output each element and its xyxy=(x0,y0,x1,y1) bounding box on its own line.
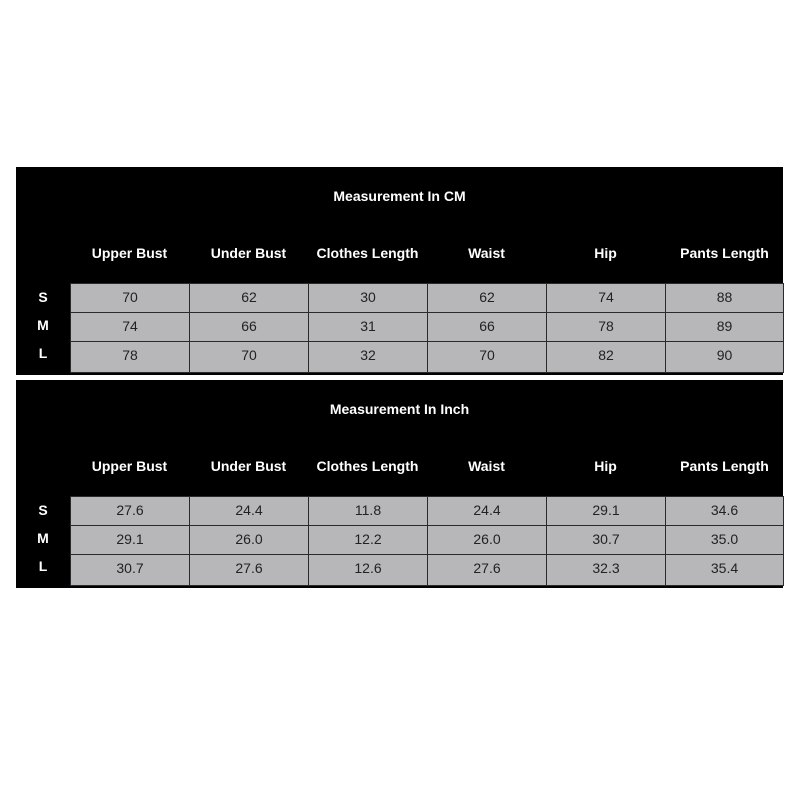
table-row-m xyxy=(70,525,784,554)
table-title-cm: Measurement In CM xyxy=(333,188,466,204)
table-cell: 11.8 xyxy=(308,497,427,525)
column-header-pants-length: Pants Length xyxy=(680,245,769,261)
column-header-upper-bust: Upper Bust xyxy=(91,245,168,261)
table-cell: 90 xyxy=(665,342,784,372)
table-cell: 26.0 xyxy=(427,526,546,554)
column-header-hip: Hip xyxy=(594,245,617,261)
table-cell: 30.7 xyxy=(546,526,665,554)
table-cell: 27.6 xyxy=(427,555,546,585)
table-cell: 70 xyxy=(189,342,308,372)
table-cell: 89 xyxy=(665,313,784,341)
table-cell: 35.0 xyxy=(665,526,784,554)
table-cell: 32 xyxy=(308,342,427,372)
table-cell: 66 xyxy=(427,313,546,341)
column-header-pants-length: Pants Length xyxy=(680,458,769,474)
table-cell: 74 xyxy=(70,313,189,341)
column-header-hip: Hip xyxy=(594,458,617,474)
table-cell: 82 xyxy=(546,342,665,372)
table-cell: 88 xyxy=(665,284,784,312)
table-cell: 26.0 xyxy=(189,526,308,554)
column-header-clothes-length: Clothes Length xyxy=(316,245,419,261)
column-header-row xyxy=(70,457,783,475)
table-cell: 30.7 xyxy=(70,555,189,585)
table-row-s xyxy=(70,283,784,312)
table-cell: 24.4 xyxy=(189,497,308,525)
size-label-m: M xyxy=(37,530,49,546)
column-header-clothes-length: Clothes Length xyxy=(316,458,419,474)
table-cell: 29.1 xyxy=(70,526,189,554)
data-grid-inch xyxy=(70,496,784,587)
table-cell: 31 xyxy=(308,313,427,341)
table-row-m xyxy=(70,312,784,341)
column-header-waist: Waist xyxy=(468,245,505,261)
size-chart-inch-table xyxy=(16,380,783,588)
table-cell: 70 xyxy=(427,342,546,372)
size-label-column xyxy=(16,283,70,367)
table-row-s xyxy=(70,496,784,525)
table-cell: 66 xyxy=(189,313,308,341)
column-header-under-bust: Under Bust xyxy=(210,458,287,474)
table-cell: 62 xyxy=(427,284,546,312)
table-cell: 70 xyxy=(70,284,189,312)
size-label-l: L xyxy=(38,558,48,574)
size-label-s: S xyxy=(38,502,48,518)
size-label-s: S xyxy=(38,289,48,305)
table-cell: 32.3 xyxy=(546,555,665,585)
table-cell: 30 xyxy=(308,284,427,312)
table-cell: 29.1 xyxy=(546,497,665,525)
size-chart-cm-table xyxy=(16,167,783,375)
table-cell: 27.6 xyxy=(189,555,308,585)
table-cell: 27.6 xyxy=(70,497,189,525)
table-cell: 78 xyxy=(546,313,665,341)
table-row-l xyxy=(70,341,784,373)
table-cell: 74 xyxy=(546,284,665,312)
column-header-under-bust: Under Bust xyxy=(210,245,287,261)
table-cell: 34.6 xyxy=(665,497,784,525)
table-cell: 12.2 xyxy=(308,526,427,554)
size-label-m: M xyxy=(37,317,49,333)
table-cell: 78 xyxy=(70,342,189,372)
table-title-inch: Measurement In Inch xyxy=(329,401,470,417)
size-label-column xyxy=(16,496,70,580)
data-grid-cm xyxy=(70,283,784,374)
column-header-row xyxy=(70,244,783,262)
table-cell: 35.4 xyxy=(665,555,784,585)
column-header-waist: Waist xyxy=(468,458,505,474)
size-label-l: L xyxy=(38,345,48,361)
table-cell: 62 xyxy=(189,284,308,312)
table-cell: 24.4 xyxy=(427,497,546,525)
table-row-l xyxy=(70,554,784,586)
table-cell: 12.6 xyxy=(308,555,427,585)
column-header-upper-bust: Upper Bust xyxy=(91,458,168,474)
